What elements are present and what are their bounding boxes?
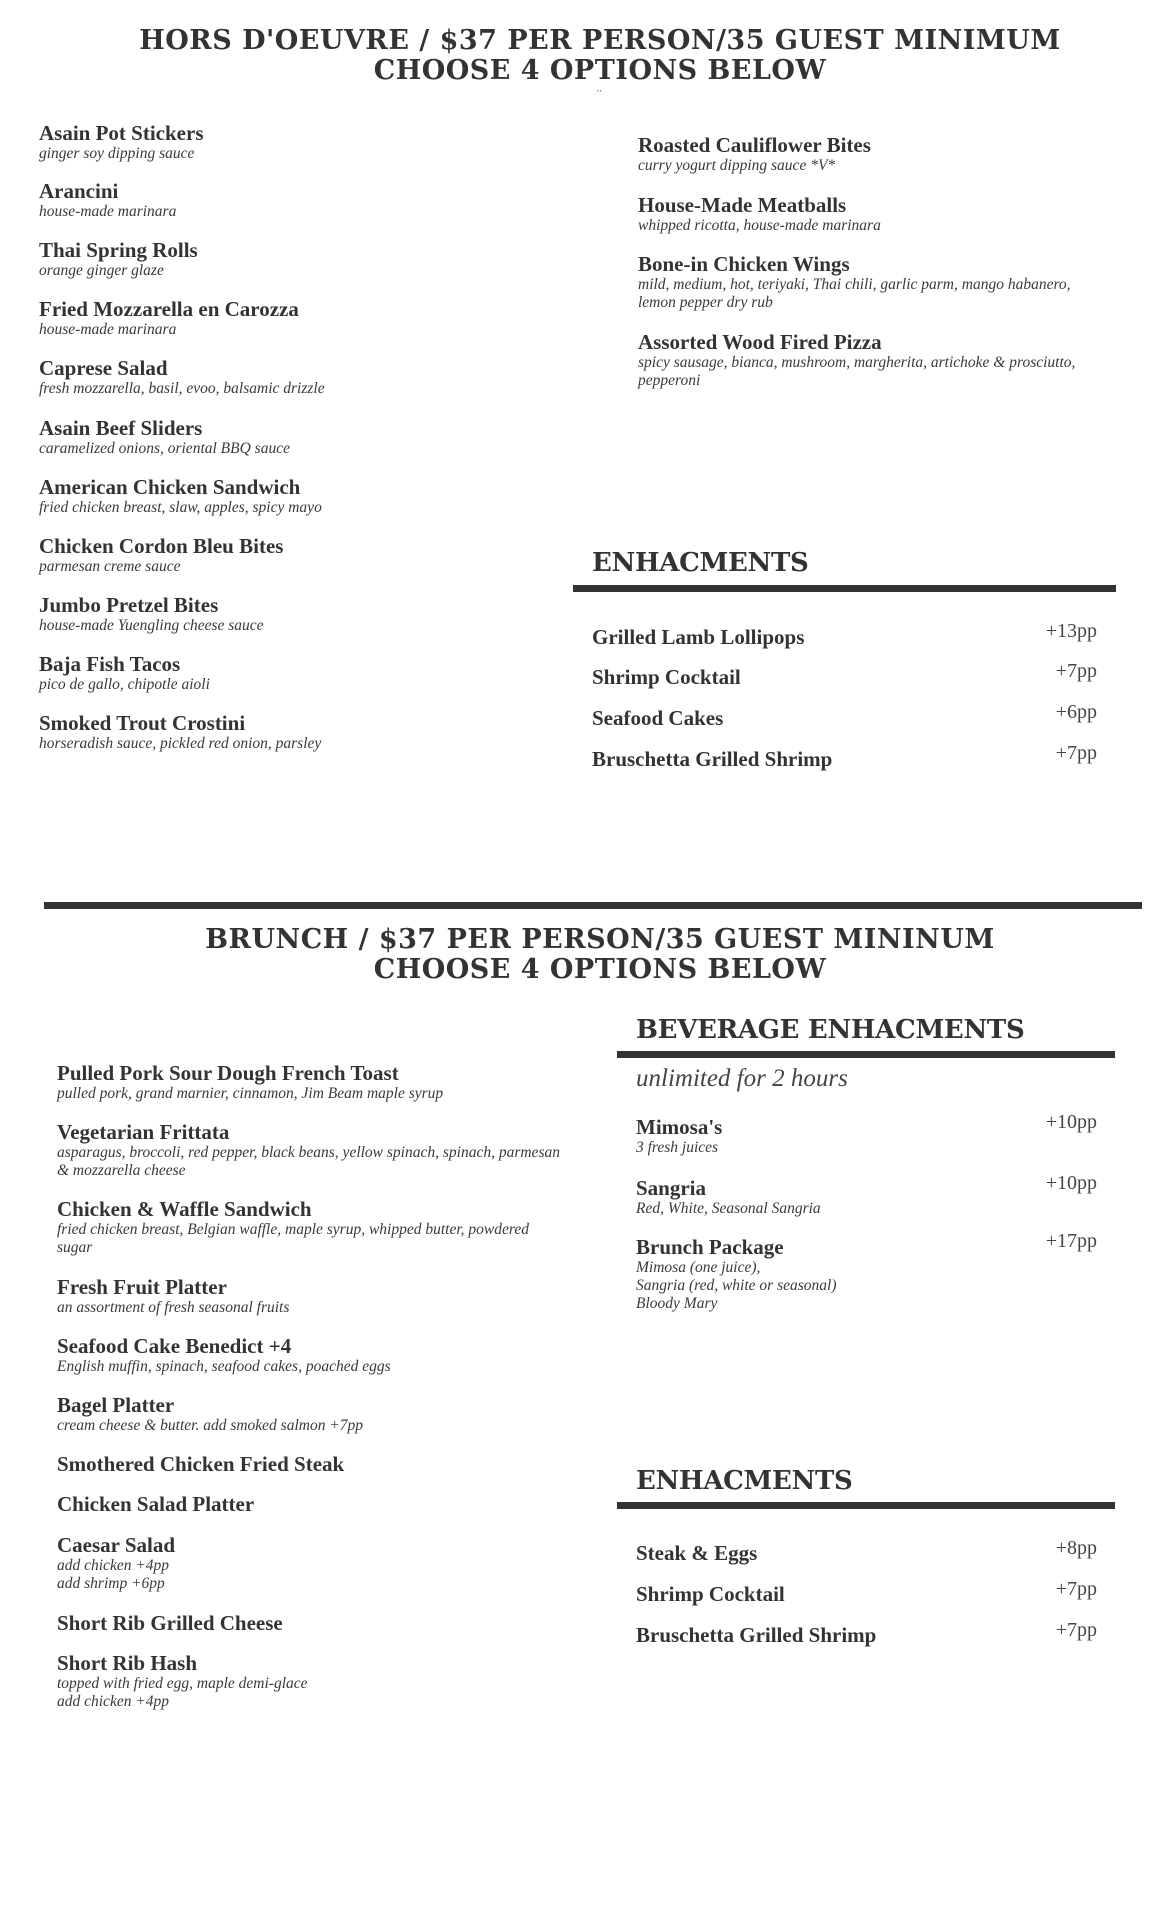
list-item: Roasted Cauliflower Bites curry yogurt dipping sauce *V*: [638, 133, 871, 174]
list-item: Vegetarian Frittata asparagus, broccoli, red pepper, black beans, yellow spinach, spinach, parmesan & mozzarella cheese: [57, 1120, 560, 1179]
enhancements-title: ENHACMENTS: [636, 1466, 853, 1496]
list-item: Smoked Trout Crostini horseradish sauce, pickled red onion, parsley: [39, 711, 322, 752]
section-divider: [617, 1502, 1115, 1509]
list-item: Short Rib Grilled Cheese: [57, 1611, 283, 1635]
enhancement-row: Bruschetta Grilled Shrimp: [592, 747, 833, 771]
hors-title-line2: CHOOSE 4 OPTIONS BELOW: [373, 55, 827, 86]
enhancement-price: +7pp: [1055, 742, 1097, 764]
list-item: Asain Beef Sliders caramelized onions, oriental BBQ sauce: [39, 416, 290, 457]
list-item: Fresh Fruit Platter an assortment of fresh seasonal fruits: [57, 1275, 290, 1316]
section-divider: [617, 1051, 1115, 1058]
beverage-price: +17pp: [1045, 1230, 1097, 1252]
page-divider: [44, 902, 1142, 909]
list-item: Assorted Wood Fired Pizza spicy sausage, bianca, mushroom, margherita, artichoke & prosciutto, pepperoni: [638, 330, 1076, 389]
list-item: Caprese Salad fresh mozzarella, basil, evoo, balsamic drizzle: [39, 356, 325, 397]
list-item: Smothered Chicken Fried Steak: [57, 1452, 345, 1476]
enhancement-price: +8pp: [1055, 1537, 1097, 1559]
enhancement-row: Seafood Cakes: [592, 706, 724, 730]
beverage-row: Mimosa's 3 fresh juices: [636, 1115, 723, 1156]
enhancement-price: +7pp: [1055, 1578, 1097, 1600]
list-item: Asain Pot Stickers ginger soy dipping sauce: [39, 121, 204, 162]
enhancement-row: Steak & Eggs: [636, 1541, 758, 1565]
enhancement-price: +6pp: [1055, 701, 1097, 723]
brunch-title-line2: CHOOSE 4 OPTIONS BELOW: [373, 954, 827, 985]
list-item: Short Rib Hash topped with fried egg, maple demi-glace add chicken +4pp: [57, 1651, 308, 1710]
list-item: Bagel Platter cream cheese & butter. add smoked salmon +7pp: [57, 1393, 364, 1434]
beverage-title: BEVERAGE ENHACMENTS: [636, 1015, 1025, 1045]
enhancement-row: Shrimp Cocktail: [592, 665, 741, 689]
list-item: Thai Spring Rolls orange ginger glaze: [39, 238, 198, 279]
list-item: Pulled Pork Sour Dough French Toast pulled pork, grand marnier, cinnamon, Jim Beam maple syrup: [57, 1061, 444, 1102]
enhancement-price: +7pp: [1055, 1619, 1097, 1641]
list-item: Seafood Cake Benedict +4 English muffin, spinach, seafood cakes, poached eggs: [57, 1334, 391, 1375]
list-item: American Chicken Sandwich fried chicken breast, slaw, apples, spicy mayo: [39, 475, 322, 516]
section-divider: [573, 585, 1116, 592]
hors-title-line1: HORS D'OEUVRE / $37 PER PERSON/35 GUEST MINIMUM: [139, 25, 1061, 56]
list-item: Bone-in Chicken Wings mild, medium, hot, teriyaki, Thai chili, garlic parm, mango habanero, lemon pepper dry rub: [638, 252, 1071, 311]
list-item: Baja Fish Tacos pico de gallo, chipotle aioli: [39, 652, 210, 693]
list-item: Caesar Salad add chicken +4pp add shrimp +6pp: [57, 1533, 176, 1592]
list-item: Fried Mozzarella en Carozza house-made marinara: [39, 297, 299, 338]
beverage-row: Brunch Package Mimosa (one juice), Sangria (red, white or seasonal) Bloody Mary: [636, 1235, 837, 1312]
enhancement-row: Shrimp Cocktail: [636, 1582, 785, 1606]
list-item: Chicken Salad Platter: [57, 1492, 255, 1516]
enhancement-price: +7pp: [1055, 660, 1097, 682]
list-item: Jumbo Pretzel Bites house-made Yuengling cheese sauce: [39, 593, 264, 634]
enhancement-price: +13pp: [1045, 620, 1097, 642]
list-item: Arancini house-made marinara: [39, 179, 177, 220]
list-item: Chicken & Waffle Sandwich fried chicken breast, Belgian waffle, maple syrup, whipped butter, powdered sugar: [57, 1197, 529, 1256]
enhancement-row: Bruschetta Grilled Shrimp: [636, 1623, 877, 1647]
enhancements-title: ENHACMENTS: [592, 548, 809, 578]
beverage-row: Sangria Red, White, Seasonal Sangria: [636, 1176, 821, 1217]
enhancement-row: Grilled Lamb Lollipops: [592, 625, 805, 649]
beverage-price: +10pp: [1045, 1111, 1097, 1133]
list-item: Chicken Cordon Bleu Bites parmesan creme sauce: [39, 534, 284, 575]
list-item: House-Made Meatballs whipped ricotta, house-made marinara: [638, 193, 881, 234]
decorative-dots: ¨: [597, 88, 602, 103]
brunch-title-line1: BRUNCH / $37 PER PERSON/35 GUEST MININUM: [205, 924, 995, 955]
beverage-price: +10pp: [1045, 1172, 1097, 1194]
beverage-note: unlimited for 2 hours: [636, 1065, 848, 1092]
